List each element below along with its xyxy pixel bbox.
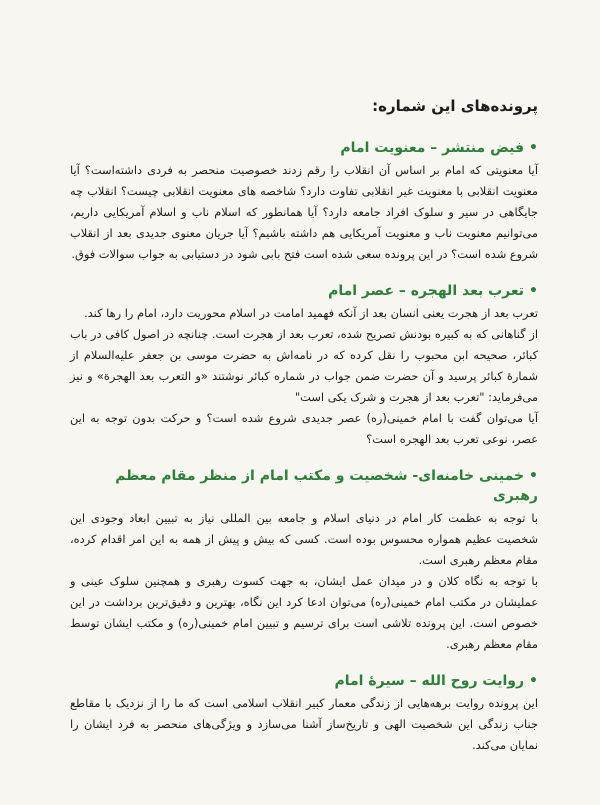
section-ruhollah-narrative bbox=[70, 671, 538, 756]
paragraph: تعرب بعد از هجرت یعنی انسان بعد از آنکه فهمید امامت در اسلام محوریت دارد، امام را رها کند. bbox=[84, 306, 538, 320]
paragraph: با توجه به عظمت کار امام در دنیای اسلام و جامعه بین المللی نیاز به تبیین ابعاد وجودی این شخصیت عظیم همواره محسوس بوده است. کسی که بیش و پیش از همه به این امر اقدام کرده، مقام معظم رهبری است. bbox=[70, 511, 538, 567]
page-heading: پرونده‌های این شماره: bbox=[372, 97, 538, 115]
section-title bbox=[70, 281, 538, 301]
section-spirituality bbox=[70, 138, 538, 265]
paragraph: آیا معنویتی که امام بر اساس آن انقلاب را رقم زدند خصوصیت منحصر به فردی داشته‌است؟ آیا معنویت انقلابی با معنویت غیر انقلابی تفاوت دارد؟ شاخصه های معنویت انقلابی چیست؟ انقلاب چه جایگاهی در سیر و سلوک افراد جامعه دارد؟ آیا همانطور که اسلام ناب و اسلام آمریکایی داریم، می‌توانیم معنویت ناب و معنویت آمریکایی هم داشته باشیم؟ آیا جریان معنوی جدیدی بعد از انقلاب شروع شده است؟ در این پرونده سعی شده است فتح بابی شود در دستیابی به جواب سوالات فوق. bbox=[70, 163, 538, 261]
paragraph: با توجه به نگاه کلان و در میدان عمل ایشان، به جهت کسوت رهبری و همچنین سلوک عینی و عملیشان در مکتب امام خمینی(ره) می‌توان ادعا کرد این نگاه، بهترین و دقیق‌ترین برداشت در این خصوص است. این پرونده تلاشی است برای ترسیم و تبیین امام خمینی(ره) و مکتب ایشان توسط مقام معظم رهبری. bbox=[70, 574, 538, 651]
bullet-icon: • bbox=[529, 673, 538, 689]
paragraph: از گناهانی که به کبیره بودنش تصریح شده، تعرب بعد از هجرت است. چنانچه در اصول کافی در باب کبائر، صحیحه ابن محبوب را نقل کرده که در نامه‌اش به حضرت موسی بن جعفر علیه‌السلام از شمارهٔ کبائر پرسید و آن حضرت ضمن جواب در شماره کبائر نوشتند «و التعرب بعد الهجرة» و نیز می‌فرماید: "تعرب بعد از هجرت و شرک یکی است" bbox=[70, 327, 538, 404]
section-title-text: تعرب بعد الهجره – عصر امام bbox=[328, 283, 525, 299]
bullet-icon: • bbox=[529, 140, 538, 156]
section-taarrob bbox=[70, 281, 538, 450]
section-title bbox=[70, 138, 538, 158]
section-title-text: روایت روح الله – سیرهٔ امام bbox=[334, 673, 525, 689]
bullet-icon: • bbox=[529, 468, 538, 484]
bullet-icon: • bbox=[529, 283, 538, 299]
paragraph: این پرونده روایت برهه‌هایی از زندگی معمار کبیر انقلاب اسلامی است که ما را از نزدیک با مقاطع جناب زندگی این شخصیت الهی و تاریخ‌ساز آشنا می‌سازد و ویژگی‌های منحصر به فرد ایشان را نمایان می‌کند. bbox=[70, 696, 538, 752]
paragraph: آیا می‌توان گفت با امام خمینی(ره) عصر جدیدی شروع شده است؟ و حرکت بدون توجه به این عصر، نوعی تعرب بعد الهجره است؟ bbox=[70, 411, 538, 446]
section-khomeini-khamenei bbox=[70, 466, 538, 655]
section-title bbox=[70, 671, 538, 691]
section-title-text: خمینی خامنه‌ای- شخصیت و مکتب امام از منظر مقام معظم رهبری bbox=[115, 468, 538, 504]
section-title bbox=[70, 466, 538, 506]
section-title-text: فیض منتشر – معنویت امام bbox=[340, 140, 525, 156]
